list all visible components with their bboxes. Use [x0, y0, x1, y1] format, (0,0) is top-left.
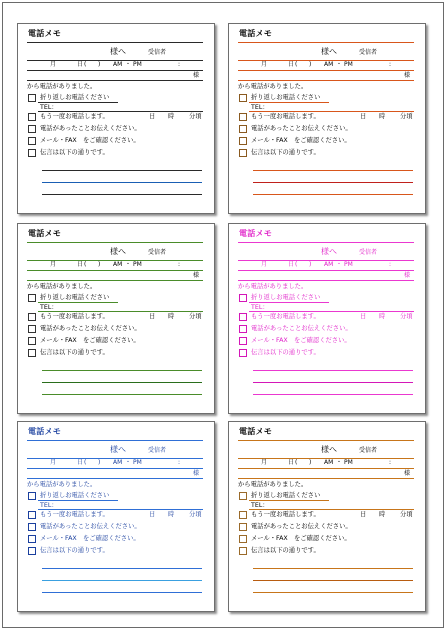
notify-checkbox[interactable] [28, 325, 36, 333]
call-again-label: もう一度お電話します。 [40, 113, 109, 120]
called-text: から電話がありました。 [27, 481, 97, 488]
callback-underline [38, 302, 118, 303]
message-label: 伝言は以下の通りです。 [251, 547, 320, 554]
call-again-label: もう一度お電話します。 [251, 113, 320, 120]
pm-label: PM [133, 261, 142, 268]
ampm-dot: ・ [336, 261, 343, 268]
date-underline [27, 70, 203, 71]
call-again-checkbox[interactable] [239, 113, 247, 121]
caller-sama-label: 様 [404, 470, 411, 477]
phone-memo-card [228, 223, 426, 414]
callback-underline [249, 500, 329, 501]
phone-memo-card [228, 421, 426, 612]
month-label: 月 [50, 459, 57, 466]
callback-underline [38, 500, 118, 501]
time-colon: : [178, 261, 181, 268]
call-again-label: もう一度お電話します。 [251, 511, 320, 518]
message-label: 伝言は以下の通りです。 [251, 349, 320, 356]
call-again-day: 日 [360, 113, 367, 120]
title-underline [27, 242, 203, 243]
message-line-1[interactable] [42, 370, 202, 371]
callback-checkbox[interactable] [28, 294, 36, 302]
tel-label: TEL： [40, 104, 58, 111]
message-line-3[interactable] [253, 194, 413, 195]
ampm-dot: ・ [336, 61, 343, 68]
call-again-minute: 分頃 [189, 113, 202, 120]
call-again-checkbox[interactable] [239, 313, 247, 321]
pm-label: PM [344, 459, 353, 466]
tel-label: TEL： [251, 304, 269, 311]
paren-close: ) [98, 261, 101, 268]
caller-sama-label: 様 [404, 72, 411, 79]
caller-sama-label: 様 [193, 72, 200, 79]
paren-open: ( [295, 261, 298, 268]
title-underline [27, 440, 203, 441]
date-underline [238, 270, 414, 271]
month-label: 月 [261, 261, 268, 268]
callback-checkbox[interactable] [239, 492, 247, 500]
callback-label: 折り返しお電話ください [40, 294, 110, 301]
time-colon: : [389, 61, 392, 68]
message-line-3[interactable] [42, 394, 202, 395]
mail-fax-label: メール・FAX をご確認ください。 [40, 535, 140, 542]
tel-label: TEL： [251, 104, 269, 111]
message-line-1[interactable] [253, 568, 413, 569]
caller-sama-label: 様 [404, 272, 411, 279]
call-again-label: もう一度お電話します。 [251, 313, 320, 320]
am-label: AM [113, 261, 123, 268]
day-label: 日 [77, 61, 84, 68]
callback-underline [249, 102, 329, 103]
callback-label: 折り返しお電話ください [251, 94, 321, 101]
call-again-label: もう一度お電話します。 [40, 313, 109, 320]
message-label: 伝言は以下の通りです。 [251, 149, 320, 156]
ampm-dot: ・ [125, 261, 132, 268]
paren-open: ( [295, 459, 298, 466]
mail-fax-checkbox[interactable] [28, 137, 36, 145]
memo-title: 電話メモ [28, 427, 62, 436]
pm-label: PM [344, 61, 353, 68]
call-again-day: 日 [149, 511, 156, 518]
pm-label: PM [133, 459, 142, 466]
call-again-day: 日 [360, 511, 367, 518]
mail-fax-label: メール・FAX をご確認ください。 [251, 535, 351, 542]
paren-open: ( [84, 459, 87, 466]
am-label: AM [324, 459, 334, 466]
mail-fax-checkbox[interactable] [239, 337, 247, 345]
am-label: AM [324, 261, 334, 268]
callback-label: 折り返しお電話ください [40, 94, 110, 101]
notify-label: 電話があったことお伝えください。 [40, 125, 141, 132]
sama-to-label: 様へ [110, 247, 126, 256]
ampm-dot: ・ [125, 459, 132, 466]
message-line-3[interactable] [253, 394, 413, 395]
day-label: 日 [288, 459, 295, 466]
caller-line [27, 80, 203, 81]
mail-fax-label: メール・FAX をご確認ください。 [40, 137, 140, 144]
call-again-day: 日 [149, 113, 156, 120]
call-again-label: もう一度お電話します。 [40, 511, 109, 518]
day-label: 日 [77, 459, 84, 466]
paren-close: ) [309, 61, 312, 68]
notify-label: 電話があったことお伝えください。 [40, 523, 141, 530]
callback-label: 折り返しお電話ください [40, 492, 110, 499]
tel-underline [249, 311, 414, 312]
call-again-time: 時 [168, 113, 175, 120]
paren-open: ( [295, 61, 298, 68]
am-label: AM [113, 61, 123, 68]
call-again-checkbox[interactable] [239, 511, 247, 519]
mail-fax-label: メール・FAX をご確認ください。 [251, 137, 351, 144]
message-line-3[interactable] [42, 592, 202, 593]
call-again-day: 日 [149, 313, 156, 320]
caller-line [27, 280, 203, 281]
day-label: 日 [77, 261, 84, 268]
receiver-label: 受信者 [359, 49, 378, 56]
receiver-label: 受信者 [148, 49, 167, 56]
tel-underline [38, 311, 203, 312]
phone-memo-card [17, 421, 215, 612]
message-checkbox[interactable] [239, 349, 247, 357]
ampm-dot: ・ [125, 61, 132, 68]
phone-memo-card [17, 23, 215, 214]
tel-underline [38, 111, 203, 112]
caller-sama-label: 様 [193, 272, 200, 279]
tel-underline [249, 111, 414, 112]
notify-label: 電話があったことお伝えください。 [251, 523, 352, 530]
sama-to-label: 様へ [321, 445, 337, 454]
message-checkbox[interactable] [28, 547, 36, 555]
sama-to-label: 様へ [110, 445, 126, 454]
time-colon: : [389, 459, 392, 466]
message-line-1[interactable] [253, 370, 413, 371]
message-line-2[interactable] [42, 580, 202, 581]
am-label: AM [324, 61, 334, 68]
month-label: 月 [261, 61, 268, 68]
memo-title: 電話メモ [28, 229, 62, 238]
notify-checkbox[interactable] [239, 523, 247, 531]
title-underline [238, 42, 414, 43]
month-label: 月 [261, 459, 268, 466]
callback-checkbox[interactable] [28, 94, 36, 102]
call-again-minute: 分頃 [400, 313, 413, 320]
paren-close: ) [98, 459, 101, 466]
caller-line [238, 478, 414, 479]
memo-title: 電話メモ [239, 427, 273, 436]
date-underline [238, 70, 414, 71]
message-line-2[interactable] [42, 182, 202, 183]
notify-label: 電話があったことお伝えください。 [40, 325, 141, 332]
message-line-3[interactable] [253, 592, 413, 593]
message-line-1[interactable] [42, 170, 202, 171]
memo-title: 電話メモ [239, 229, 273, 238]
date-underline [27, 468, 203, 469]
callback-underline [249, 302, 329, 303]
receiver-label: 受信者 [148, 447, 167, 454]
caller-line [238, 80, 414, 81]
time-colon: : [389, 261, 392, 268]
time-colon: : [178, 61, 181, 68]
called-text: から電話がありました。 [27, 83, 97, 90]
message-line-2[interactable] [253, 182, 413, 183]
paren-open: ( [84, 61, 87, 68]
callback-label: 折り返しお電話ください [251, 492, 321, 499]
called-text: から電話がありました。 [238, 481, 308, 488]
receiver-label: 受信者 [359, 447, 378, 454]
sama-to-label: 様へ [321, 247, 337, 256]
pm-label: PM [344, 261, 353, 268]
callback-label: 折り返しお電話ください [251, 294, 321, 301]
memo-title: 電話メモ [239, 29, 273, 38]
notify-checkbox[interactable] [239, 125, 247, 133]
receiver-label: 受信者 [359, 249, 378, 256]
called-text: から電話がありました。 [238, 283, 308, 290]
call-again-checkbox[interactable] [28, 511, 36, 519]
notify-checkbox[interactable] [239, 325, 247, 333]
caller-line [27, 478, 203, 479]
message-checkbox[interactable] [239, 149, 247, 157]
call-again-time: 時 [379, 511, 386, 518]
tel-underline [38, 509, 203, 510]
call-again-checkbox[interactable] [28, 313, 36, 321]
call-again-minute: 分頃 [189, 313, 202, 320]
sama-to-label: 様へ [110, 47, 126, 56]
called-text: から電話がありました。 [27, 283, 97, 290]
sama-to-label: 様へ [321, 47, 337, 56]
tel-label: TEL： [40, 502, 58, 509]
tel-underline [249, 509, 414, 510]
month-label: 月 [50, 261, 57, 268]
call-again-day: 日 [360, 313, 367, 320]
phone-memo-card [228, 23, 426, 214]
message-label: 伝言は以下の通りです。 [40, 349, 109, 356]
message-checkbox[interactable] [28, 349, 36, 357]
mail-fax-checkbox[interactable] [239, 137, 247, 145]
call-again-time: 時 [379, 113, 386, 120]
pm-label: PM [133, 61, 142, 68]
mail-fax-checkbox[interactable] [28, 535, 36, 543]
tel-label: TEL： [40, 304, 58, 311]
paren-close: ) [309, 261, 312, 268]
message-line-1[interactable] [253, 170, 413, 171]
call-again-minute: 分頃 [189, 511, 202, 518]
call-again-checkbox[interactable] [28, 113, 36, 121]
callback-underline [38, 102, 118, 103]
title-underline [238, 440, 414, 441]
mail-fax-checkbox[interactable] [239, 535, 247, 543]
message-line-3[interactable] [42, 194, 202, 195]
mail-fax-label: メール・FAX をご確認ください。 [40, 337, 140, 344]
call-again-minute: 分頃 [400, 511, 413, 518]
call-again-time: 時 [168, 313, 175, 320]
call-again-minute: 分頃 [400, 113, 413, 120]
paren-open: ( [84, 261, 87, 268]
message-label: 伝言は以下の通りです。 [40, 547, 109, 554]
paren-close: ) [98, 61, 101, 68]
message-line-1[interactable] [42, 568, 202, 569]
tel-label: TEL： [251, 502, 269, 509]
paren-close: ) [309, 459, 312, 466]
title-underline [238, 242, 414, 243]
caller-line [238, 280, 414, 281]
title-underline [27, 42, 203, 43]
date-underline [27, 270, 203, 271]
date-underline [238, 468, 414, 469]
time-colon: : [178, 459, 181, 466]
caller-sama-label: 様 [193, 470, 200, 477]
am-label: AM [113, 459, 123, 466]
callback-checkbox[interactable] [239, 294, 247, 302]
callback-checkbox[interactable] [28, 492, 36, 500]
notify-checkbox[interactable] [28, 523, 36, 531]
memo-sheet [2, 2, 444, 628]
day-label: 日 [288, 61, 295, 68]
notify-checkbox[interactable] [28, 125, 36, 133]
call-again-time: 時 [168, 511, 175, 518]
message-checkbox[interactable] [28, 149, 36, 157]
mail-fax-label: メール・FAX をご確認ください。 [251, 337, 351, 344]
message-checkbox[interactable] [239, 547, 247, 555]
message-line-2[interactable] [253, 382, 413, 383]
mail-fax-checkbox[interactable] [28, 337, 36, 345]
called-text: から電話がありました。 [238, 83, 308, 90]
message-label: 伝言は以下の通りです。 [40, 149, 109, 156]
memo-title: 電話メモ [28, 29, 62, 38]
notify-label: 電話があったことお伝えください。 [251, 325, 352, 332]
phone-memo-card [17, 223, 215, 414]
day-label: 日 [288, 261, 295, 268]
message-line-2[interactable] [42, 382, 202, 383]
ampm-dot: ・ [336, 459, 343, 466]
month-label: 月 [50, 61, 57, 68]
notify-label: 電話があったことお伝えください。 [251, 125, 352, 132]
receiver-label: 受信者 [148, 249, 167, 256]
call-again-time: 時 [379, 313, 386, 320]
message-line-2[interactable] [253, 580, 413, 581]
callback-checkbox[interactable] [239, 94, 247, 102]
